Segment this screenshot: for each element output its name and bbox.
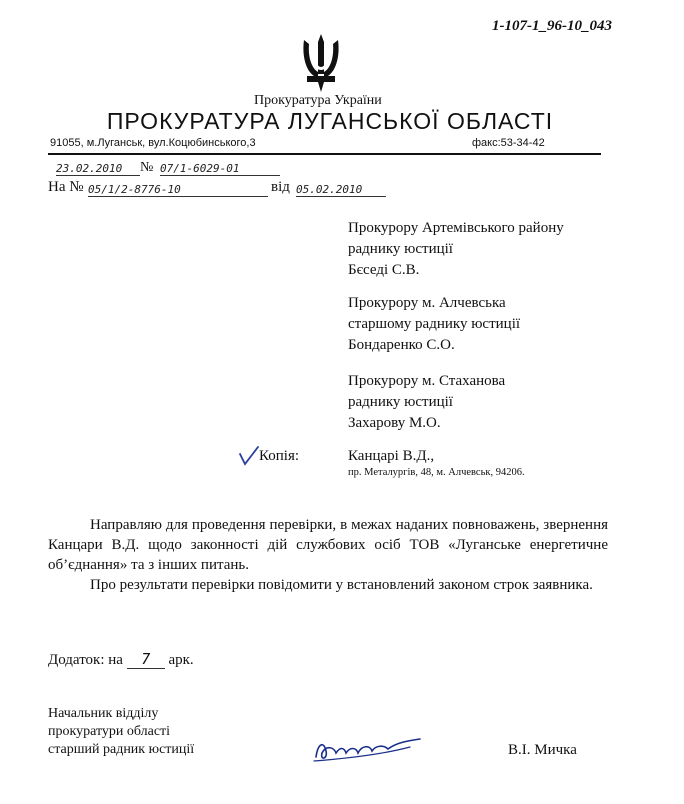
signature-block: [48, 705, 194, 759]
signature-title-line: Начальник відділу: [48, 706, 159, 721]
trident-emblem-icon: [299, 32, 343, 94]
addressee-3: [348, 371, 505, 434]
reference-label: На №: [48, 179, 84, 195]
addressee-2: [348, 293, 520, 356]
signer-name: В.І. Мичка: [508, 742, 577, 758]
attachment-line: [48, 650, 194, 669]
letterhead-divider: [48, 153, 601, 155]
registration-number-label: №: [140, 160, 154, 175]
agency-address: 91055, м.Луганськ, вул.Коцюбинського,3: [50, 137, 256, 149]
reference-from-label: від: [271, 179, 290, 195]
attachment-count: 7: [127, 650, 165, 669]
addressee-line: Прокурору м. Стаханова: [348, 373, 506, 389]
reference-number: 05/1/2-8776-10: [88, 183, 268, 197]
checkmark-icon: [238, 446, 260, 466]
agency-subtitle: Прокуратура України: [254, 93, 382, 108]
addressee-line: раднику юстиції: [348, 241, 453, 257]
handwritten-signature: [310, 733, 430, 765]
attachment-label: Додаток: на: [48, 652, 123, 668]
reference-date: 05.02.2010: [296, 183, 386, 197]
attachment-unit: арк.: [168, 652, 194, 668]
registration-number: 07/1-6029-01: [160, 162, 280, 176]
signature-title-line: старший радник юстиції: [48, 742, 195, 757]
body-paragraph-2: Про результати перевірки повідомити у встановлений законом строк заявника.: [90, 577, 593, 593]
addressee-line: Бондаренко С.О.: [348, 337, 455, 353]
addressee-line: старшому раднику юстиції: [348, 316, 521, 332]
addressee-1: [348, 218, 564, 281]
signature-title-line: прокуратури області: [48, 724, 171, 739]
addressee-line: раднику юстиції: [348, 394, 453, 410]
agency-fax: факс:53-34-42: [472, 137, 545, 149]
addressee-line: Прокурору м. Алчевська: [348, 295, 506, 311]
agency-title: ПРОКУРАТУРА ЛУГАНСЬКОЇ ОБЛАСТІ: [106, 108, 554, 134]
registration-date: 23.02.2010: [56, 162, 140, 176]
copy-recipient-name: Канцарі В.Д.,: [348, 448, 435, 464]
copy-label: Копія:: [259, 448, 300, 464]
body-paragraph-1: Направляю для проведення перевірки, в межах наданих повноважень, звернення Канцари В.Д. щодо законності дій службових осіб ТОВ «Луганське енергетичне об’єднання» та з інших питань.: [48, 517, 608, 573]
copy-recipient-address: пр. Металургів, 48, м. Алчевськ, 94206.: [348, 467, 525, 478]
addressee-line: Бєседі С.В.: [348, 262, 420, 278]
document-id: 1-107-1_96-10_043: [492, 18, 612, 34]
addressee-line: Прокурору Артемівського району: [348, 220, 564, 236]
addressee-line: Захарову М.О.: [348, 415, 441, 431]
